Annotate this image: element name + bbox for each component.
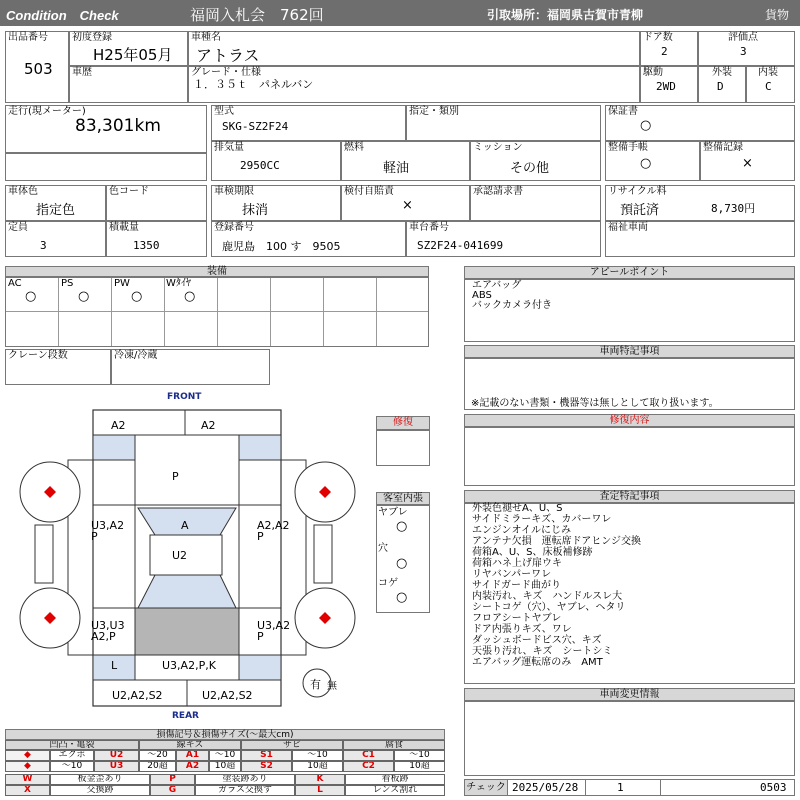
grade-label: グレード・仕様: [191, 67, 261, 78]
inspect-label: 車検期限: [214, 186, 254, 197]
repair-box: [464, 426, 795, 486]
legend-r3-c1: W: [5, 774, 50, 785]
zone-a2-right: A2: [201, 419, 216, 432]
legend-r1-c4: A1: [176, 750, 209, 761]
inspection-line: 天張り汚れ、キズ シートシミ: [472, 646, 613, 657]
legend-r3-c4: 塗装跡あり: [195, 774, 295, 785]
legend-r2-c3: 20超: [139, 761, 176, 772]
legend-group-2: 線キズ: [139, 740, 241, 750]
legend-r1-c6: S1: [241, 750, 292, 761]
color-value: 指定色: [36, 203, 76, 218]
legend-row-1: ◆ エクボ U2 〜20 A1 〜10 S1 〜10 C1 〜10: [5, 750, 445, 761]
zone-right-rear: U3,A2 P: [257, 619, 291, 643]
legend-header: 損傷記号＆損傷サイズ(〜最大cm): [5, 729, 445, 740]
warranty-value: ○: [640, 118, 652, 133]
displacement-value: 2950CC: [240, 159, 280, 172]
interior-mark-3: ○: [396, 590, 408, 605]
equip-ps-mark: ○: [78, 289, 90, 304]
legend-row-3: [5, 774, 445, 785]
inspection-line: 荷箱ハネ上げ扉ウキ: [472, 558, 562, 569]
legend-r4-c2: 交換跡: [50, 785, 150, 796]
record-label: 整備記録: [703, 142, 743, 153]
model-label: 型式: [214, 106, 234, 117]
recycle-label: リサイクル料: [608, 186, 667, 197]
inspection-line: エアバッグ運転席のみ AMT: [472, 657, 603, 668]
repair-header: 修復内容: [464, 414, 795, 428]
legend-r1-c1: エクボ: [50, 750, 94, 761]
rear-label: REAR: [172, 711, 199, 721]
equip-wtire-label: Wﾀｲﾔ: [166, 278, 191, 289]
legend-r1-c7: 〜10: [292, 750, 343, 761]
check-num: 1: [617, 781, 624, 794]
inspection-line: 内装汚れ、キズ ハンドルスレ大: [472, 591, 623, 602]
category-label: 貨物: [765, 8, 790, 22]
equipment-header: 装備: [5, 266, 429, 277]
displacement-label: 排気量: [214, 142, 244, 153]
approval-label: 承認請求書: [473, 186, 523, 197]
recycle-amount: 8,730円: [711, 202, 756, 215]
zone-rl: L: [111, 659, 118, 672]
load-value: 1350: [133, 239, 160, 252]
equip-ps-label: PS: [61, 278, 74, 289]
legend-r1-c3: 〜20: [139, 750, 176, 761]
no-label: 無: [327, 681, 337, 692]
warranty-label: 保証書: [608, 106, 638, 117]
shufuku-box: [376, 430, 430, 466]
change-header: 車両変更情報: [464, 688, 795, 702]
inspection-line: シートコゲ（穴）、ヤブレ、ヘタリ: [472, 602, 626, 613]
legend-groups: [5, 740, 445, 750]
car-name: アトラス: [196, 46, 260, 65]
yes-label: 有: [310, 678, 321, 691]
special-note: ※記載のない書類・機器等は無しとして取り扱います。: [471, 398, 719, 409]
mileage-lower-box: [5, 153, 207, 181]
freezer-label: 冷凍/冷蔵: [114, 350, 158, 361]
interior-label-3: コゲ: [378, 578, 398, 589]
check-label: チェック: [464, 779, 508, 796]
interior-mark-2: ○: [396, 556, 408, 571]
inspection-line: ドア内張りキズ、ワレ: [472, 624, 572, 635]
lot-number: 503: [24, 60, 53, 78]
inspection-line: リヤバンパーワレ: [472, 569, 552, 580]
zone-hood: P: [172, 470, 179, 483]
inspection-line: フロアシートヤブレ: [472, 613, 562, 624]
load-label: 積載量: [109, 222, 139, 233]
manual-value: ○: [640, 156, 652, 171]
legend-r2-c5: 10超: [209, 761, 241, 772]
legend-r4-c6: レンズ割れ: [345, 785, 445, 796]
doors-value: 2: [661, 45, 668, 58]
equip-pw-mark: ○: [131, 289, 143, 304]
ext-value: D: [717, 80, 724, 93]
inspection-line: サイドガード曲がり: [472, 580, 561, 591]
equip-wtire-mark: ○: [184, 289, 196, 304]
record-value: ×: [742, 156, 753, 171]
chassis-value: SZ2F24-041699: [417, 239, 504, 252]
doors-label: ドア数: [643, 32, 673, 43]
history-label: 車歴: [72, 67, 92, 78]
legend-r1-c8: C1: [343, 750, 394, 761]
grade-value: １．３５ｔ パネルバン: [193, 78, 314, 91]
inspection-line: 外装色褪せA、U、S: [472, 503, 563, 514]
score-label: 評価点: [728, 32, 758, 43]
interior-label-2: 穴: [378, 543, 388, 554]
auction-title: 福岡入札会 762回: [190, 6, 324, 24]
appeal-line-3: バックカメラ付き: [472, 300, 552, 311]
drive-value: 2WD: [656, 80, 676, 93]
legend-r3-c6: 看板跡: [345, 774, 445, 785]
legend-r4-c3: G: [150, 785, 195, 796]
equip-ac-label: AC: [8, 278, 22, 289]
front-label: FRONT: [167, 392, 202, 402]
inspect-value: 抹消: [242, 203, 269, 218]
appeal-line-1: エアバッグ: [472, 280, 522, 291]
plate-value: 鹿児島 100 す 9505: [222, 240, 341, 253]
lot-label: 出品番号: [8, 32, 48, 43]
legend-r3-c2: 板金歪あり: [50, 774, 150, 785]
legend-r2-c1: 〜10: [50, 761, 94, 772]
pickup-location: 引取場所：福岡県古賀市青柳: [487, 8, 644, 22]
first-reg-label: 初度登録: [72, 32, 112, 43]
interior-mark-1: ○: [396, 519, 408, 534]
zone-windshield: A: [181, 519, 189, 532]
interior-label-1: ヤブレ: [378, 507, 408, 518]
legend-group-3: サビ: [241, 740, 343, 750]
appeal-line-2: ABS: [472, 290, 492, 301]
zone-bottom-left: U2,A2,S2: [112, 689, 163, 702]
change-box: [464, 700, 795, 776]
legend-r2-c2: U3: [94, 761, 139, 772]
legend-r3-c5: K: [295, 774, 345, 785]
ext-label: 外装: [712, 67, 732, 78]
legend-r1-c5: 〜10: [209, 750, 241, 761]
brand-text: Condition Check: [6, 8, 119, 23]
inspection-line: エンジンオイルにじみ: [472, 525, 571, 536]
plate-label: 登録番号: [214, 222, 254, 233]
legend-r2-c7: 10超: [292, 761, 343, 772]
legend-r2-c8: C2: [343, 761, 394, 772]
mileage-label: 走行(現メーター): [8, 106, 86, 117]
legend-row-2: ◆ 〜10 U3 20超 A2 10超 S2 10超 C2 10超: [5, 761, 445, 772]
zone-roof: U2: [172, 549, 188, 562]
check-date: 2025/05/28: [512, 781, 579, 794]
score-value: 3: [740, 45, 747, 58]
interior-header: 客室内張: [376, 492, 430, 505]
legend-r3-c3: P: [150, 774, 195, 785]
legend-r4-c1: X: [5, 785, 50, 796]
chassis-label: 車台番号: [409, 222, 449, 233]
capacity-value: 3: [40, 239, 47, 252]
name-label: 車種名: [191, 32, 221, 43]
int-value: C: [765, 80, 772, 93]
mileage-value: 83,301km: [75, 116, 161, 136]
equip-pw-label: PW: [114, 278, 130, 289]
zone-a2-left: A2: [111, 419, 126, 432]
legend-r4-c5: L: [295, 785, 345, 796]
color-code-label: 色コード: [109, 186, 149, 197]
appeal-header: アピールポイント: [464, 266, 795, 280]
legend-r4-c4: ガラス交換す: [195, 785, 295, 796]
zone-right-mid: A2,A2 P: [257, 519, 290, 543]
zone-left-rear: U3,U3 A2,P: [91, 619, 125, 643]
crane-label: クレーン段数: [8, 350, 68, 361]
drive-label: 駆動: [643, 67, 663, 78]
inspection-header: 査定特記事項: [464, 490, 795, 504]
model-value: SKG-SZ2F24: [222, 120, 289, 133]
mission-value: その他: [510, 161, 550, 176]
color-label: 車体色: [8, 186, 38, 197]
equip-ac-mark: ○: [25, 289, 37, 304]
zone-bottom-right: U2,A2,S2: [202, 689, 253, 702]
mission-label: ミッション: [473, 142, 523, 153]
legend-r2-c6: S2: [241, 761, 292, 772]
legend-r2-c9: 10超: [394, 761, 445, 772]
inspection-line: ダッシュボードビス穴、キズ: [472, 635, 602, 646]
capacity-label: 定員: [8, 222, 28, 233]
fuel-label: 燃料: [344, 142, 364, 153]
special-header: 車両特記事項: [464, 345, 795, 359]
check-code: 0503: [760, 781, 787, 794]
auto-tax-label: 検付自賠責: [344, 186, 394, 197]
recycle-status: 預託済: [620, 203, 660, 218]
zone-left-mid: U3,A2 P: [91, 519, 125, 543]
header-bar: [0, 0, 800, 26]
legend-row-4: [5, 785, 445, 796]
legend-r1-c2: U2: [94, 750, 139, 761]
shufuku-header: 修復: [376, 416, 430, 430]
fuel-value: 軽油: [383, 161, 410, 176]
inspection-line: アンテナ欠損 運転席ドアヒンジ交換: [472, 536, 642, 547]
legend-group-1: 凹凸・亀裂: [5, 740, 139, 750]
welfare-label: 福祉車両: [608, 222, 648, 233]
inspection-line: 荷箱A、U、S、床板補修跡: [472, 547, 593, 558]
auto-tax-value: ×: [402, 198, 413, 213]
class-label: 指定・類別: [409, 106, 459, 117]
manual-label: 整備手帳: [608, 142, 648, 153]
inspection-line: サイドミラーキズ、カバーワレ: [472, 514, 612, 525]
first-reg-value: H25年05月: [93, 46, 173, 64]
int-label: 内装: [758, 67, 778, 78]
zone-rear-mid: U3,A2,P,K: [162, 659, 216, 672]
legend-r1-c9: 〜10: [394, 750, 445, 761]
legend-group-4: 腐食: [343, 740, 445, 750]
legend-r2-c4: A2: [176, 761, 209, 772]
